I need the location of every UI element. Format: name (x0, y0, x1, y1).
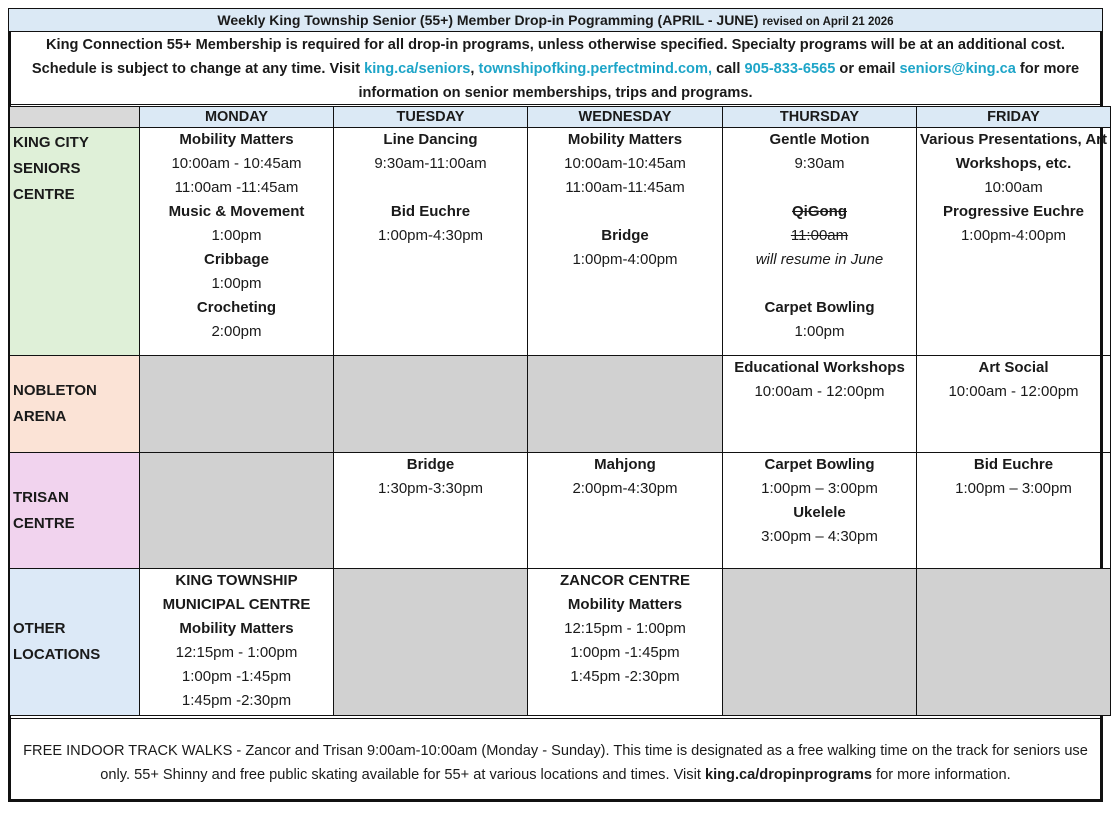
program-name: Bridge (406, 456, 455, 473)
program-name: Line Dancing (383, 131, 478, 148)
program-time: 12:15pm - 1:00pm (175, 644, 298, 661)
location-label: CENTRE (13, 186, 75, 203)
program-time: 12:15pm - 1:00pm (564, 620, 686, 637)
page-title (9, 9, 1102, 32)
intro-line-3: information on senior memberships, trips and programs. (358, 85, 753, 101)
cell-oth-tuesday-blocked (334, 569, 528, 716)
venue-name: ZANCOR CENTRE (560, 572, 690, 589)
program-time: 3:00pm – 4:30pm (761, 528, 878, 545)
program-time: 1:45pm -2:30pm (181, 692, 292, 709)
day-header-wednesday: WEDNESDAY (528, 107, 723, 128)
cell-kc-thursday (723, 128, 917, 356)
program-name: Bid Euchre (390, 203, 471, 220)
program-time: 10:00am - 10:45am (171, 155, 302, 172)
program-time: 1:00pm (794, 323, 845, 340)
row-other-locations (10, 569, 1111, 716)
email-link[interactable]: seniors@king.ca (899, 61, 1016, 77)
venue-name: MUNICIPAL CENTRE (162, 596, 311, 613)
cell-tri-friday (917, 453, 1111, 569)
cell-tri-tuesday (334, 453, 528, 569)
footer-notice (9, 718, 1102, 800)
program-name: Various Presentations, Art (919, 131, 1107, 148)
schedule-table (9, 106, 1111, 716)
program-name: Gentle Motion (769, 131, 870, 148)
program-time: 1:00pm – 3:00pm (955, 480, 1072, 497)
cell-oth-monday (140, 569, 334, 716)
intro-text: or email (835, 61, 900, 77)
location-label: SENIORS (13, 160, 81, 177)
cell-oth-thursday-blocked (723, 569, 917, 716)
program-name: Mobility Matters (567, 596, 683, 613)
intro-text: Schedule is subject to change at any time. Visit (31, 61, 365, 77)
program-time: 1:00pm -1:45pm (181, 668, 292, 685)
day-header-thursday: THURSDAY (723, 107, 917, 128)
program-time: 10:00am - 12:00pm (754, 383, 885, 400)
location-king-city (10, 128, 140, 356)
intro-text: , (470, 61, 479, 77)
intro-notice (9, 32, 1102, 105)
program-time: 1:00pm – 3:00pm (761, 480, 878, 497)
program-time: 2:00pm (211, 323, 262, 340)
day-header-tuesday: TUESDAY (334, 107, 528, 128)
intro-line-1: King Connection 55+ Membership is required for all drop-in programs, unless otherwise specified. Specialty programs will be at an additional cost. (46, 37, 1065, 53)
program-time: 10:00am - 12:00pm (948, 383, 1079, 400)
program-time: 10:00am (984, 179, 1043, 196)
program-name: Bid Euchre (973, 456, 1054, 473)
revised-date: revised on April 21 2026 (762, 16, 894, 28)
title-text: Weekly King Township Senior (55+) Member Drop-in Pogramming (APRIL - JUNE) (217, 12, 759, 28)
program-time: 1:45pm -2:30pm (570, 668, 680, 685)
location-label: KING CITY (13, 134, 89, 151)
program-time: 1:00pm-4:00pm (960, 227, 1067, 244)
location-other (10, 569, 140, 716)
phone-number[interactable]: 905-833-6565 (744, 61, 836, 77)
day-header-friday: FRIDAY (917, 107, 1111, 128)
cell-nob-tuesday-blocked (334, 356, 528, 453)
program-name: Carpet Bowling (764, 299, 875, 316)
intro-text: call (712, 61, 745, 77)
program-time: 1:00pm (211, 227, 262, 244)
program-time: 11:00am -11:45am (174, 179, 299, 196)
program-name: Progressive Euchre (943, 203, 1084, 220)
intro-line-2 (9, 57, 1102, 81)
program-time-cancelled: 11:00am (790, 227, 849, 244)
day-header-monday: MONDAY (140, 107, 334, 128)
program-name: Educational Workshops (734, 359, 905, 376)
cell-tri-thursday (723, 453, 917, 569)
cell-kc-monday (140, 128, 334, 356)
cell-nob-friday (917, 356, 1111, 453)
program-name: Carpet Bowling (764, 456, 875, 473)
corner-cell (10, 107, 140, 128)
cell-oth-friday-blocked (917, 569, 1111, 716)
footer-text: FREE INDOOR TRACK WALKS - Zancor and Trisan 9:00am-10:00am (Monday - Sunday). This time is designated as a free walking time on the track for seniors use only. 55+ Shinny and free public skating available for 55+ at various locations and times. Visit (23, 743, 1088, 783)
day-header-row (10, 107, 1111, 128)
dropin-programs-link[interactable]: king.ca/dropinprograms (704, 767, 872, 783)
program-time: 10:00am-10:45am (564, 155, 686, 172)
program-time: 11:00am-11:45am (565, 179, 685, 196)
cell-nob-wednesday-blocked (528, 356, 723, 453)
program-time: 1:30pm-3:30pm (377, 480, 484, 497)
program-name: Mahjong (594, 456, 656, 473)
cell-kc-tuesday (334, 128, 528, 356)
location-label: ARENA (13, 408, 67, 425)
cell-nob-thursday (723, 356, 917, 453)
program-name: Mobility Matters (567, 131, 683, 148)
row-nobleton (10, 356, 1111, 453)
cell-tri-monday-blocked (140, 453, 334, 569)
program-time: 1:00pm -1:45pm (570, 644, 680, 661)
program-time: 1:00pm (211, 275, 262, 292)
program-name-cancelled: QiGong (792, 203, 847, 220)
program-name: Art Social (978, 359, 1049, 376)
row-trisan (10, 453, 1111, 569)
program-note: will resume in June (755, 251, 884, 268)
perfectmind-link[interactable]: townshipofking.perfectmind.com, (478, 61, 713, 77)
location-label: LOCATIONS (13, 646, 101, 663)
program-name: Crocheting (196, 299, 277, 316)
cell-kc-wednesday (528, 128, 723, 356)
program-time: 1:00pm-4:30pm (377, 227, 484, 244)
program-time: 9:30am-11:00am (374, 155, 487, 172)
location-nobleton (10, 356, 140, 453)
cell-kc-friday (917, 128, 1111, 356)
cell-nob-monday-blocked (140, 356, 334, 453)
program-name: Mobility Matters (179, 131, 294, 148)
location-label: NOBLETON (13, 382, 97, 399)
cell-oth-wednesday (528, 569, 723, 716)
cell-tri-wednesday (528, 453, 723, 569)
program-name: Ukelele (793, 504, 846, 521)
venue-name: KING TOWNSHIP (175, 572, 298, 589)
program-time: 1:00pm-4:00pm (572, 251, 678, 268)
footer-text: for more information. (872, 767, 1011, 783)
location-label: TRISAN (13, 488, 69, 506)
location-label: CENTRE (13, 514, 75, 532)
location-label: OTHER (13, 620, 66, 637)
program-name: Bridge (601, 227, 649, 244)
program-name: Music & Movement (168, 203, 305, 220)
program-name: Mobility Matters (179, 620, 294, 637)
intro-text: for more (1015, 61, 1080, 77)
program-time: 9:30am (794, 155, 845, 172)
program-time: 2:00pm-4:30pm (572, 480, 678, 497)
location-trisan (10, 453, 140, 569)
seniors-link[interactable]: king.ca/seniors (364, 61, 471, 77)
row-king-city (10, 128, 1111, 356)
program-name: Cribbage (203, 251, 269, 268)
program-name: Workshops, etc. (955, 155, 1072, 172)
